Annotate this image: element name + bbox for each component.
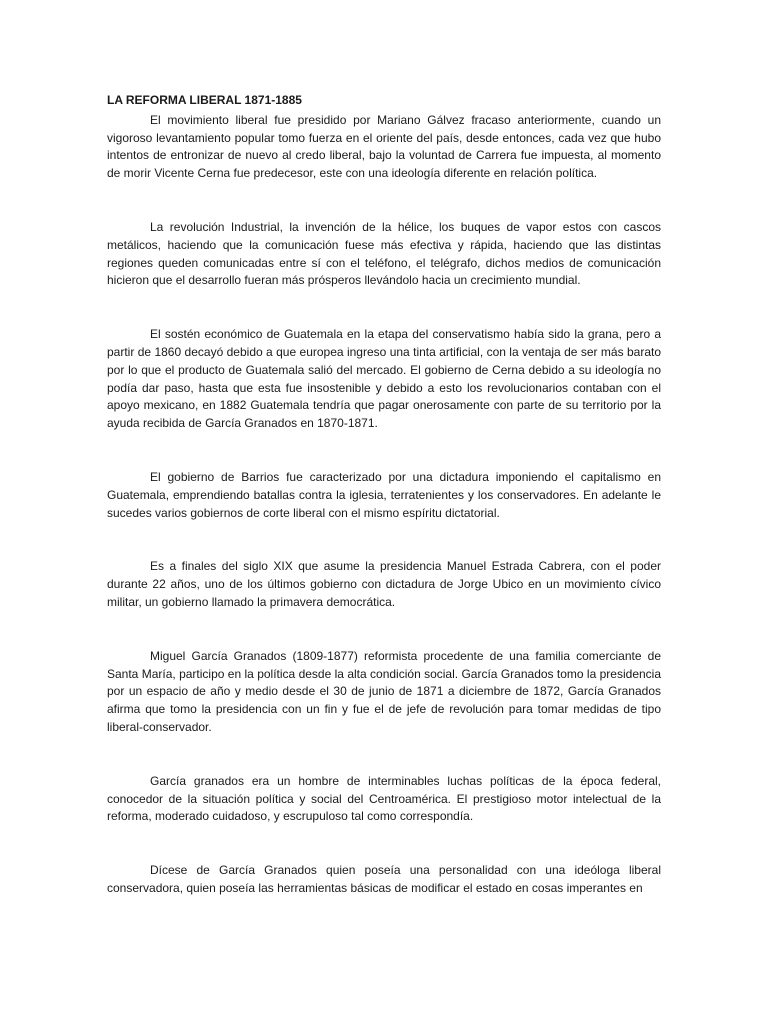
paragraph-4: El gobierno de Barrios fue caracterizado por una dictadura imponiendo el capitalismo en Guatemala, emprendiendo batallas contra la iglesia, terratenientes y los conservadores. En adelante le sucedes varios gobiernos de corte liberal con el mismo espíritu dictatorial. [107, 469, 661, 520]
paragraph-6: Miguel García Granados (1809-1877) reformista procedente de una familia comerciante de Santa María, participo en la política desde la alta condición social. García Granados tomo la presidencia por un espacio de año y medio desde el 30 de junio de 1871 a diciembre de 1872, García Granados afirma que tomo la presidencia con un fin y fue el de jefe de revolución para tomar medidas de tipo liberal-conservador. [107, 648, 661, 734]
paragraph-8: Dícese de García Granados quien poseía una personalidad con una ideóloga liberal conservadora, quien poseía las herramientas básicas de modificar el estado en cosas imperantes en [107, 863, 661, 895]
paragraph-spacer [107, 433, 661, 469]
paragraph-spacer [107, 737, 661, 773]
paragraph-spacer [107, 290, 661, 326]
paragraph-3: El sostén económico de Guatemala en la etapa del conservatismo había sido la grana, pero a partir de 1860 decayó debido a que europea ingreso una tinta artificial, con la ventaja de ser más barato por lo que el producto de Guatemala salió del mercado. El gobierno de Cerna debido a su ideología no podía dar paso, hasta que esta fue insostenible y debido a esto los revolucionarios contaban con el apoyo mexicano, en 1882 Guatemala tendría que pagar onerosamente con parte de su territorio por la ayuda recibida de García Granados en 1870-1871. [107, 327, 661, 431]
document-title: LA REFORMA LIBERAL 1871-1885 [107, 93, 302, 107]
paragraph-spacer [107, 183, 661, 219]
document-body [107, 92, 661, 898]
paragraph-2: La revolución Industrial, la invención de la hélice, los buques de vapor estos con cascos metálicos, haciendo que la comunicación fuese más efectiva y rápida, haciendo que las distintas regiones queden comunicadas entre sí con el teléfono, el telégrafo, dichos medios de comunicación hicieron que el desarrollo fueran más prósperos llevándolo hacia un crecimiento mundial. [107, 219, 661, 288]
paragraph-5: Es a finales del siglo XIX que asume la presidencia Manuel Estrada Cabrera, con el poder durante 22 años, uno de los últimos gobierno con dictadura de Jorge Ubico en un movimiento cívico militar, un gobierno llamado la primavera democrática. [107, 559, 661, 609]
paragraph-spacer [107, 826, 661, 862]
paragraph-spacer [107, 612, 661, 648]
paragraph-7: García granados era un hombre de interminables luchas políticas de la época federal, conocedor de la situación política y social del Centroamérica. El prestigioso motor intelectual de la reforma, moderado cuidadoso, y escrupuloso tal como correspondía. [107, 773, 661, 824]
paragraph-1: El movimiento liberal fue presidido por Mariano Gálvez fracaso anteriormente, cuando un vigoroso levantamiento popular tomo fuerza en el oriente del país, desde entonces, cada vez que hubo intentos de entronizar de nuevo al credo liberal, bajo la voluntad de Carrera fue impuesta, al momento de morir Vicente Cerna fue predecesor, este con una ideología diferente en relación política. [107, 112, 661, 181]
paragraph-spacer [107, 522, 661, 558]
